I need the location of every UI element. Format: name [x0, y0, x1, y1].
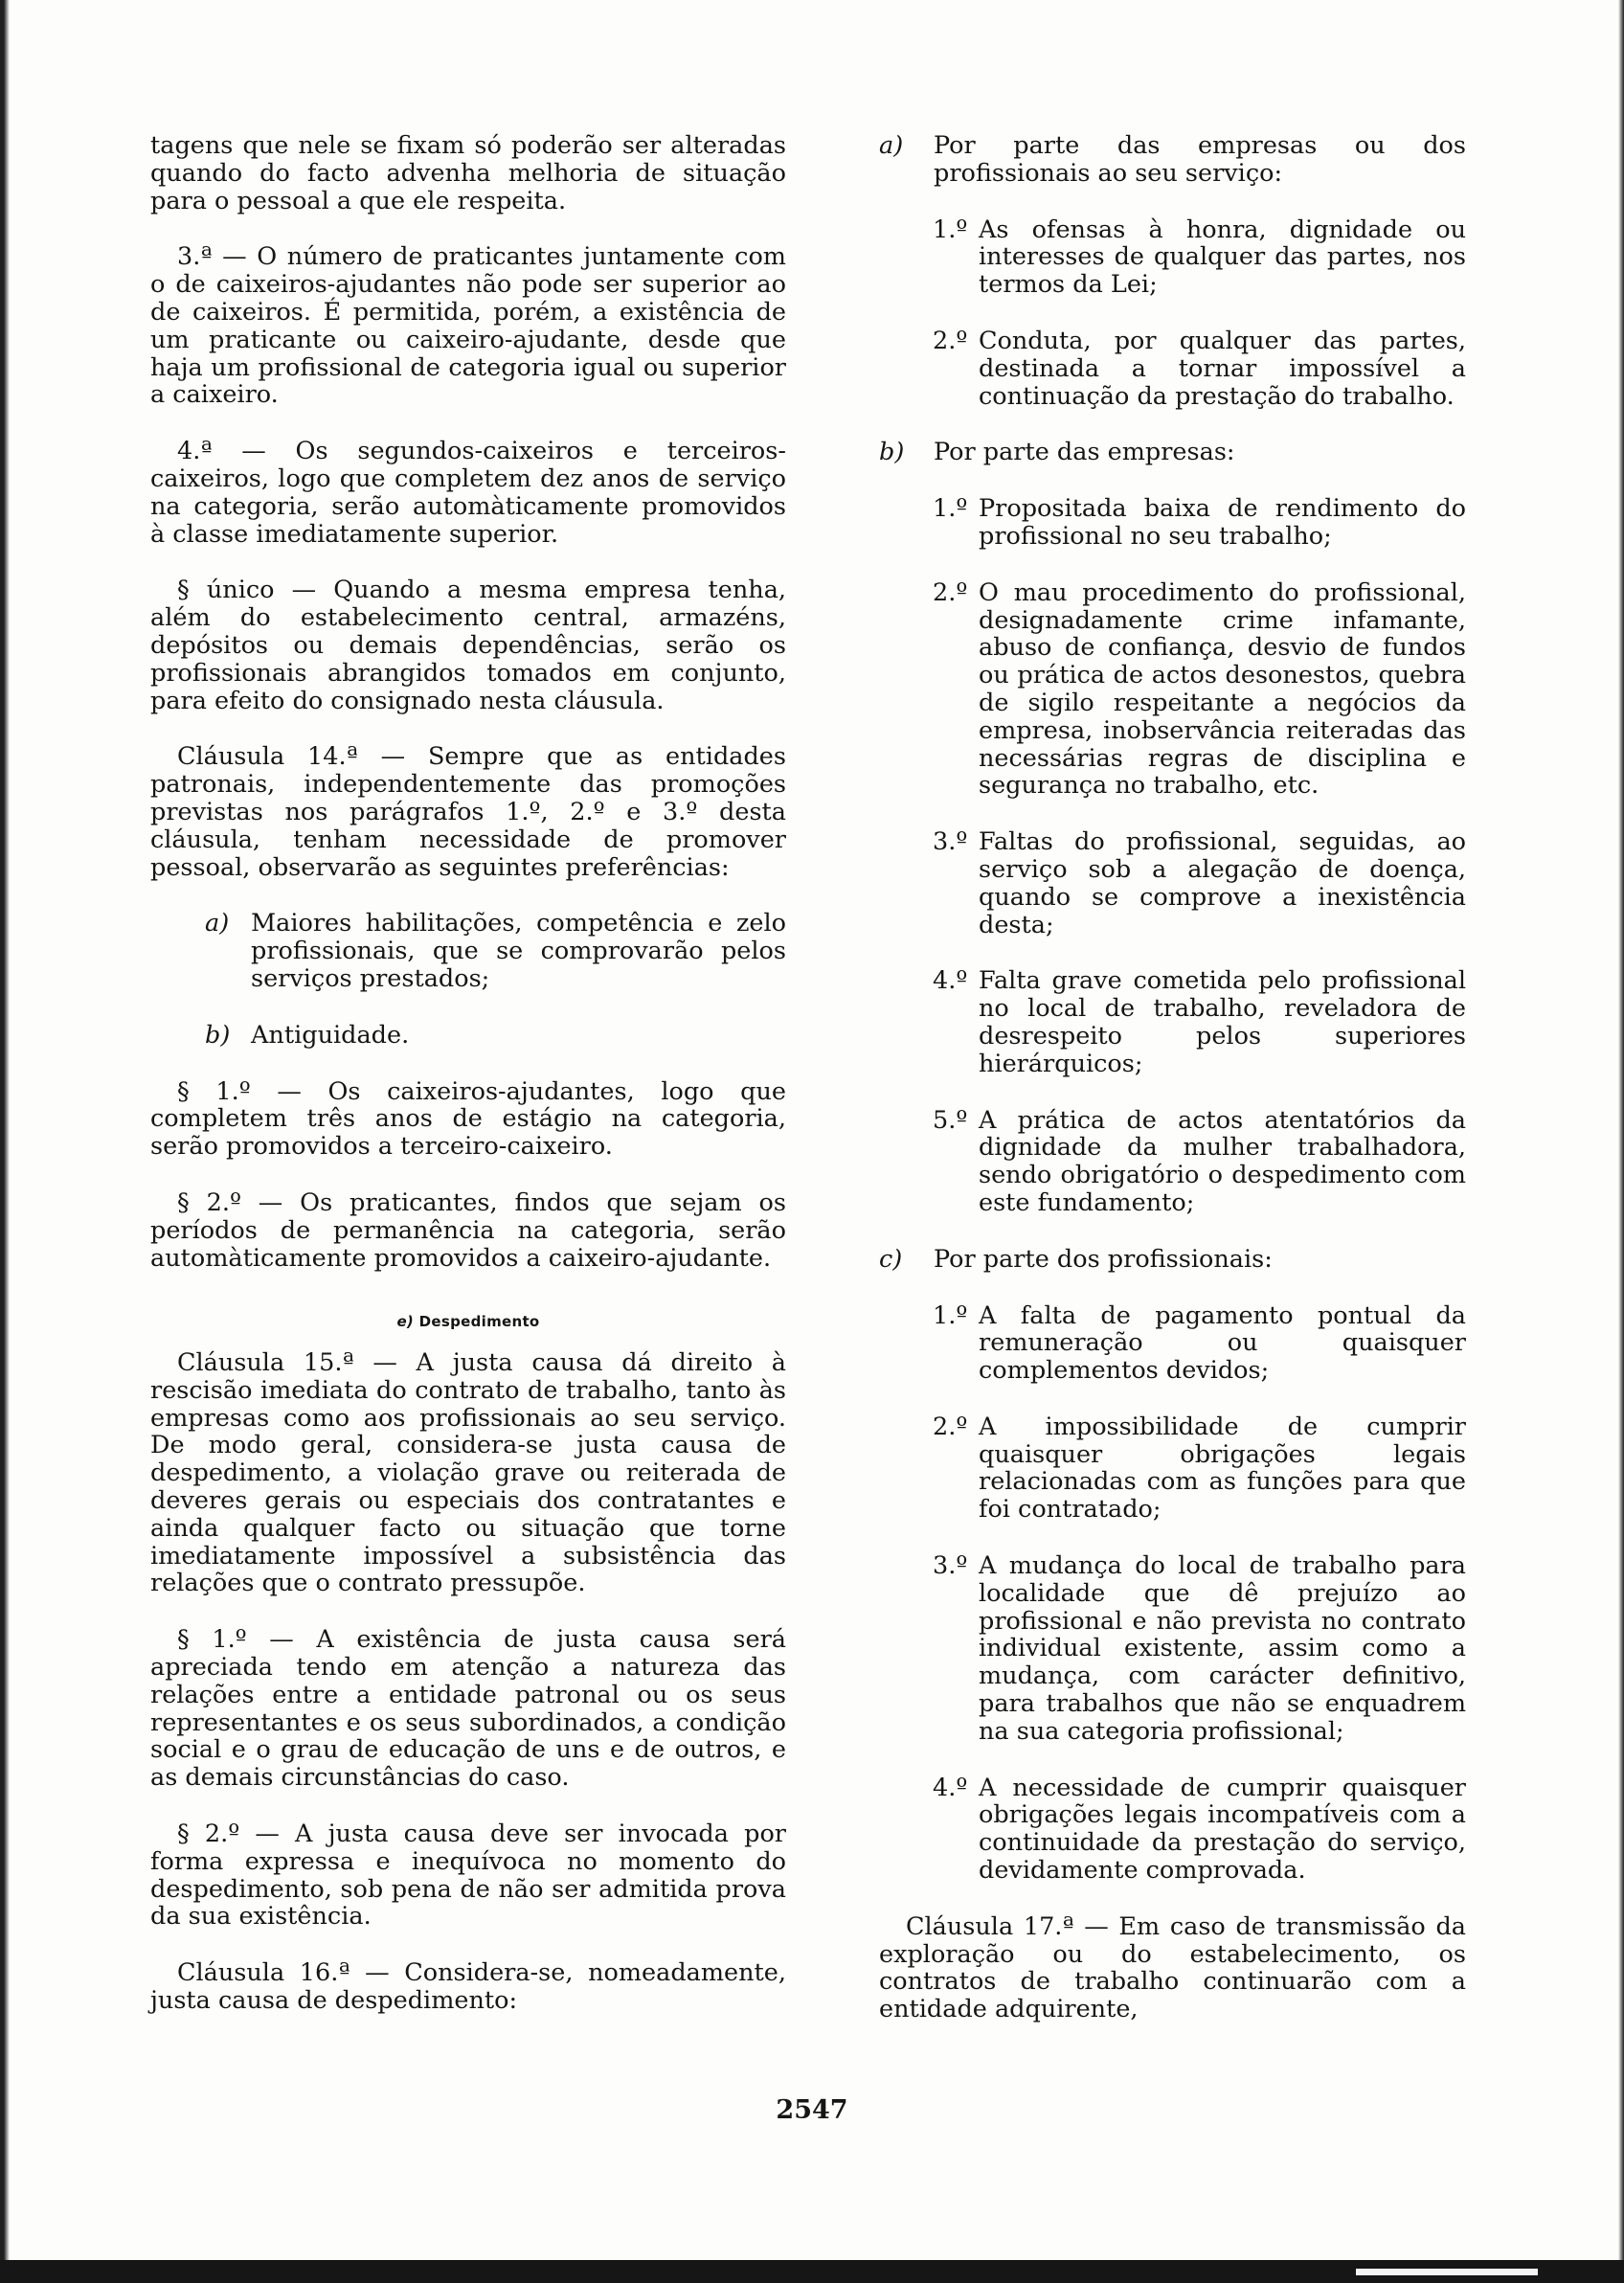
list-item [933, 967, 1466, 1077]
list-b-text: Por parte das empresas: [934, 438, 1235, 467]
scan-bottom-notch [1356, 2269, 1538, 2275]
preference-b-text: Antiguidade. [251, 1020, 410, 1050]
list-b-marker: b) [879, 438, 905, 467]
preference-b-marker: b) [205, 1020, 231, 1050]
list-item-text: O mau procedimento do profissional, designadamente crime infamante, abuso de confiança, desvio de fundos ou prática de actos desonestos, quebra de sigilo respeitante a negócios da empresa, inobservância reiteradas das necessárias regras de disciplina e segurança no trabalho, etc. [979, 577, 1466, 801]
list-item-text: A falta de pagamento pontual da remuneração ou quaisquer complementos devidos; [979, 1300, 1466, 1386]
paragraph-2-clause-15: § 2.º — A justa causa deve ser invocada por forma expressa e inequívoca no momento do despedimento, sob pena de não ser admitida prova da sua existência. [150, 1820, 786, 1932]
clause-16: Cláusula 16.ª — Considera-se, nomeadamente, justa causa de despedimento: [150, 1958, 786, 2016]
preference-a-marker: a) [205, 909, 230, 938]
list-item-text: A impossibilidade de cumprir quaisquer obrigações legais relacionadas com as funções para que foi contratado; [979, 1412, 1466, 1525]
list-item-marker: 2.º [933, 326, 968, 355]
list-item [933, 1413, 1466, 1524]
clause-17: Cláusula 17.ª — Em caso de transmissão da exploração ou do estabelecimento, os contratos de trabalho continuarão com a entidade adquirente, [879, 1911, 1466, 2024]
clause-15: Cláusula 15.ª — A justa causa dá direito à rescisão imediata do contrato de trabalho, tanto às empresas como aos profissionais ao seu serviço. De modo geral, considera-se justa causa de despedimento, a violação grave ou reiterada de deveres gerais ou especiais dos contratantes e ainda qualquer facto ou situação que torne imediatamente impossível a subsistência das relações que o contrato pressupõe. [150, 1348, 786, 1598]
list-a-marker: a) [879, 131, 904, 160]
page-number: 2547 [776, 2095, 848, 2125]
list-item-text: A prática de actos atentatórios da dignidade da mulher trabalhadora, sendo obrigatório o despedimento com este fundamento; [979, 1105, 1466, 1217]
paragraph-2-clause-14: § 2.º — Os praticantes, findos que sejam os períodos de permanência na categoria, serão automàticamente promovidos a caixeiro-ajudante. [150, 1187, 786, 1273]
list-item-text: Faltas do profissional, seguidas, ao serviço sob a alegação de doença, quando se comprove a inexistência desta; [979, 827, 1466, 939]
list-item-text: A mudança do local de trabalho para localidade que dê prejuízo ao profissional e não prevista no contrato individual existente, assim como a mudança, com carácter definitivo, para trabalhos que não se enquadrem na sua categoria profissional; [979, 1551, 1466, 1746]
list-a-text: Por parte das empresas ou dos profissionais ao seu serviço: [934, 131, 1466, 188]
list-item [933, 579, 1466, 800]
list-item [933, 216, 1466, 299]
list-c-text: Por parte dos profissionais: [934, 1244, 1273, 1274]
list-item-text: Falta grave cometida pelo profissional no local de trabalho, reveladora de desrespeito pelos superiores hierárquicos; [979, 966, 1466, 1078]
paragraph-unico: § único — Quando a mesma empresa tenha, além do estabelecimento central, armazéns, depósitos ou demais dependências, serão os profissionais abrangidos tomados em conjunto, para efeito do consignado nesta cláusula. [150, 576, 786, 715]
list-item-marker: 3.º [933, 1551, 968, 1581]
preference-b [205, 1022, 786, 1050]
list-item [933, 828, 1466, 938]
list-item [933, 328, 1466, 410]
left-column [150, 132, 786, 2015]
clause-14: Cláusula 14.ª — Sempre que as entidades patronais, independentemente das promoções previstas nos parágrafos 1.º, 2.º e 3.º desta cláusula, tenham necessidade de promover pessoal, observarão as seguintes preferências: [150, 742, 786, 882]
list-b [879, 439, 1466, 466]
list-item-marker: 4.º [933, 1773, 968, 1802]
list-item-text: A necessidade de cumprir quaisquer obrigações legais incompatíveis com a continuidade da prestação do serviço, devidamente comprovada. [979, 1773, 1466, 1886]
scan-left-edge [0, 0, 10, 2283]
paragraph-3a: 3.ª — O número de praticantes juntamente com o de caixeiros-ajudantes não pode ser superior ao de caixeiros. É permitida, porém, a existência de um praticante ou caixeiro-ajudante, desde que haja um profissional de categoria igual ou superior a caixeiro. [150, 242, 786, 410]
list-a [879, 132, 1466, 188]
list-item-marker: 2.º [933, 1412, 968, 1441]
list-item [933, 1774, 1466, 1885]
list-item-text: Propositada baixa de rendimento do profissional no seu trabalho; [979, 494, 1466, 551]
list-item-text: Conduta, por qualquer das partes, destinada a tornar impossível a continuação da prestação do trabalho. [979, 326, 1466, 411]
paragraph-1-clause-15: § 1.º — A existência de justa causa será apreciada tendo em atenção a natureza das relações entre a entidade patronal ou os seus representantes e os seus subordinados, a condição social e o grau de educação de uns e de outros, e as demais circunstâncias do caso. [150, 1625, 786, 1793]
list-item-marker: 1.º [933, 1300, 968, 1330]
list-item [933, 495, 1466, 551]
paragraph-4a: 4.ª — Os segundos-caixeiros e terceiros-caixeiros, logo que completem dez anos de serviço na categoria, serão automàticamente promovidos à classe imediatamente superior. [150, 437, 786, 549]
list-item-marker: 1.º [933, 215, 968, 244]
preference-a-text: Maiores habilitações, competência e zelo profissionais, que se comprovarão pelos serviços prestados; [251, 909, 786, 993]
section-heading-text: Despedimento [418, 1313, 540, 1331]
scan-right-edge [1618, 0, 1624, 2283]
preference-a [205, 910, 786, 992]
list-item [933, 1552, 1466, 1746]
list-item-text: As ofensas à honra, dignidade ou interesses de qualquer das partes, nos termos da Lei; [979, 215, 1466, 300]
list-item-marker: 3.º [933, 827, 968, 857]
list-item [933, 1107, 1466, 1217]
list-item-marker: 5.º [933, 1105, 968, 1135]
paragraph-1-clause-14: § 1.º — Os caixeiros-ajudantes, logo que completem três anos de estágio na categoria, serão promovidos a terceiro-caixeiro. [150, 1076, 786, 1162]
scan-bottom-edge [0, 2260, 1624, 2283]
list-c [879, 1246, 1466, 1274]
right-column [879, 132, 1466, 2023]
section-heading [150, 1308, 786, 1336]
list-item-marker: 4.º [933, 966, 968, 996]
list-item-marker: 1.º [933, 494, 968, 524]
section-heading-letter: e) [396, 1313, 415, 1331]
list-c-marker: c) [879, 1244, 903, 1274]
list-item-marker: 2.º [933, 577, 968, 607]
list-item [933, 1302, 1466, 1385]
paragraph-continuation: tagens que nele se fixam só poderão ser alteradas quando do facto advenha melhoria de situação para o pessoal a que ele respeita. [150, 131, 786, 215]
